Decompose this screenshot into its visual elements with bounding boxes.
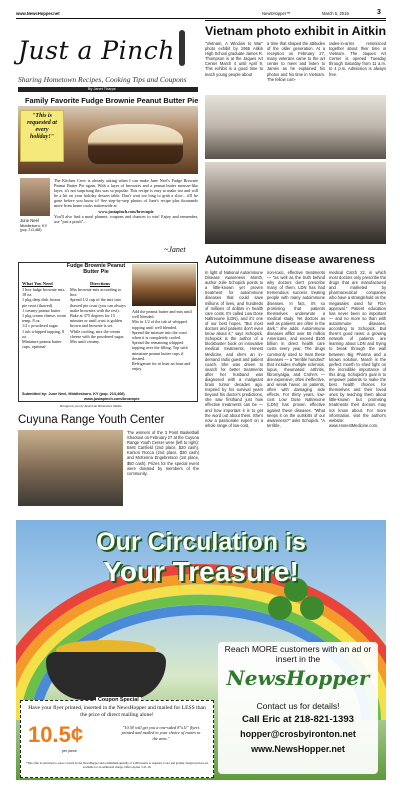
pinch-icons [170, 30, 195, 72]
recipe-photo [132, 264, 196, 306]
autoimmune-col2: non-toxic, effective treatments — "as well as the truth behind why doctors don't prescribe many of them. LDN has had tremendous success treating people with many autoimmune diseases. In fact, it's so promising that patients themselves underwrote a medical study. Yet doctors as well as patients are often in the dark," she adds. Autoimmune diseases afflict over 50 million Americans, and exceed $100 billion in direct health care costs every year. The drugs commonly used to treat these diseases — a "terrible hundred" that includes multiple sclerosis, lupus, rheumatoid arthritis, fibromyalgia, and Crohn's — are expensive, often ineffective, and wreak havoc on patients, often with damaging side effects. For thirty years, low-cost Low Dose Naltrexone (LDN) has proven effective against these diseases. "What keeps it on the outskirts of our awareness?" asks Schopick. "A terrible, [267, 270, 325, 428]
ingredient: 1 pkg deep dish frozen pie crust (thawed) [22, 297, 61, 308]
ingredient: 1 tub whipped topping, 8 oz. [22, 328, 64, 339]
pinch-intro [54, 178, 198, 224]
spoon-icon [179, 30, 185, 66]
recipe-title: Fudge Brownie Peanut Butter Pie [66, 263, 126, 275]
vietnam-headline: Vietnam photo exhibit in Aitkin [205, 24, 387, 38]
direction-step: Add the peanut butter and mix until well blended. [132, 309, 192, 320]
header-website: www.NewsHopper.net [16, 11, 60, 16]
request-note-text: "This is requested at every holiday!" [27, 113, 57, 140]
pinch-outro: You'll also find a meal planner, coupons and chances to win! Enjoy and remember, use "just a pinch"... [54, 213, 198, 224]
direction-step: Spread the remaining whipped topping over the filling. Top with miniature peanut butter cups if desired. [132, 340, 188, 361]
vietnam-top-rule [205, 20, 386, 21]
direction-step: Mix in 1/2 of the tub of whipped topping until well blended. [132, 319, 187, 330]
pinch-tagline: Sharing Hometown Recipes, Cooking Tips and Coupons [18, 75, 187, 84]
vietnam-photo-bottom [205, 162, 386, 244]
cuyuna-body: The winners of the 3 Point Basketball Shootout on February 27 at the Cuyuna Range Youth Center were (left to right): Brett Canfield (2nd place, $20 cash), Karson Rocca (2nd place, $30 cash) and McKenna Engebretson (1st place, $50 cash). Prizes for the special event were donated by members of the community. [127, 430, 199, 476]
autoimmune-col1: In light of National Autoimmune Disease Awareness Month, author Julie Schopick points to a little-known yet proven treatment for autoimmune diseases that could save millions of lives, and hundreds of millions of dollars in health care costs. It's called Low Dose Naltrexone (LDN), and it's one of our best hopes. "But most doctors and patients don't even know about it," says Schopick. Schopick is the author of a blockbuster book on innovative medical treatments, Honest Medicine, and she's an in-demand radio guest and patient coach. She was driven to search for better treatments after her husband was diagnosed with a malignant brain tumor decades ago. Inspired by his survival years beyond his doctor's predictions, she saw firsthand just how effective treatments can be — and how important it is to get the word out about them. She's now a passionate expert on a whole range of low-cost, [205, 270, 263, 428]
cook-ref: (pop. 213,468) [20, 228, 42, 232]
directions-header: Directions [90, 281, 111, 286]
ingredients-list [22, 287, 66, 349]
header-rule [16, 18, 386, 19]
pinch-signature: ~Janet [164, 245, 186, 254]
header-paper-name: NewsHopper™ [262, 11, 291, 16]
pinch-title: Just a Pinch [18, 36, 175, 65]
page-number: 3 [377, 9, 381, 16]
needed-header: What You Need [22, 281, 53, 286]
vietnam-col1: "Vietnam, A Window to War" photo exhibit by 1965 Aitkin High School graduate James R. Thompson is at the Jaques Art Center March 4 until April 9. This exhibit is a good time to teach young people about [205, 41, 263, 77]
ad-contact-text: Contact us for details! [256, 701, 340, 711]
request-note [20, 110, 64, 162]
circulation-line2: Your Treasure! [103, 556, 299, 587]
autoimmune-headline: Autoimmune disease awareness [205, 254, 375, 266]
direction-step: While cooling, mix the cream cheese with the powdered sugar. Mix until creamy. [70, 328, 125, 345]
cook-location: Middleboro, KY [20, 223, 48, 228]
coupon-text: Have your flyer printed, inserted in the NewsHopper and mailed for LESS than the price of direct mailing alone! [28, 705, 206, 718]
ingredient: 1 box fudge brownie mix, 18 oz. [22, 287, 66, 298]
ad-phone[interactable]: Call Eric at 218-821-1393 [241, 714, 354, 725]
pot-of-gold-icon [46, 640, 166, 700]
recipe-submitted: Submitted by: June Neel, Middlesboro, KY (pop. 213,468) [22, 392, 125, 396]
direction-step: Mix brownie mix according to box. [70, 287, 122, 298]
coupon-fine-print: *This offer is restricted to areas covered by the NewsHopper and a minimum quantity of 2,000 inserts is required. Color and graphic design services are available for an additional charge. Offer expires 3-31-16. [25, 761, 209, 769]
cook-avatar [20, 178, 50, 216]
directions-col-a [70, 287, 128, 344]
coupon-quote: "10.5¢ will get you a one-sided 8"x11" flyers printed and mailed to your choice of routes in the area." [121, 725, 201, 741]
direction-step: Refrigerate for at least an hour and enjoy. [132, 361, 191, 372]
pinch-byline: By Janet Tharpe [88, 87, 116, 91]
coupon-label: Coupon Special [98, 697, 139, 703]
circulation-line1: Our Circulation is [96, 528, 306, 556]
autoimmune-col3: medical Catch 22, in which most doctors only prescribe the drugs that are manufactured and marketed by pharmaceutical companies who have a stranglehold on the megasales used for FDA approval." Patient education has never been so important — and no more so than with autoimmune diseases, according to Schopick. But there's good news: a growing network of patients are learning about LDN and trying to break through the wall between Big Pharma and a known solution. March is the perfect month to shed light on the incredible importance of this drug. Schopick's goal is to empower patients to make the best health choices for themselves and their loved ones by teaching them about little-known but promising treatments their doctors may not know about. For more information, visit the author's website: www.HonestMedicine.com. [329, 270, 386, 428]
newshopper-logo: NewsHopper [226, 666, 370, 690]
cook-name: June Neel [20, 218, 39, 223]
cuyuna-headline: Cuyuna Range Youth Center [18, 414, 165, 426]
header-date: March 5, 2016 [322, 11, 349, 16]
vietnam-photo-top [205, 95, 386, 159]
directions-col-b [132, 309, 196, 371]
vietnam-col3: rades-in-arms reminisced together about their time in Vietnam. The Jaques Art Center is opened Tuesday through Saturday from 11 a.m. to 4 p.m. Admission is always free. [329, 41, 386, 77]
vietnam-col2: a time that shaped the attitudes of the older generation. At a reception on February 27, many veterans came to the art center to meet and listen to James as he explained his photos and his time in Vietnam. The fellow com- [267, 41, 325, 82]
direction-step: Bake at 375 degrees for 15 minutes or until crust is golden brown and brownie is set. [70, 313, 122, 329]
ingredient: 1/2 c powdered sugar [22, 323, 58, 329]
ingredient: 1 creamy peanut butter [22, 307, 61, 313]
coupon-price-note: per piece [62, 749, 77, 753]
recipe-headline: Family Favorite Fudge Brownie Peanut Butter Pie [25, 96, 199, 105]
ad-email[interactable]: hopper@crosbyironton.net [240, 729, 356, 739]
cuyuna-photo [18, 430, 123, 506]
pinch-url[interactable]: www.justapinch.com/brownpie [98, 208, 154, 214]
direction-step: Spread the mixture into the crust when it is completely cooled. [132, 329, 187, 341]
pinch-intro-more: See step-by-step photos of June's recipe plus thousands more from home cooks nationwide at [54, 198, 199, 209]
ad-website[interactable]: www.NewsHopper.net [251, 744, 345, 754]
recipe-submitted-url[interactable]: www.justapinch.com/brownpie [84, 397, 140, 401]
ingredient: Miniature peanut butter cups, optional [22, 339, 62, 350]
direction-step: Spread 1/2 cup of the mix into thawed pie crust (you can always make brownies with the rest). [70, 297, 126, 313]
ad-reach-text: Reach MORE customers with an ad or insert in the [224, 644, 372, 664]
pinch-intro-text: The Kitchen Crew is already asking when I can make June Neel's Fudge Brownie Peanut Butter Pie again. With a layer of brownies and a peanut butter mousse-like layer, it's not surprising this was so popular. This recipe is easy to make too and will be a hit on your holiday dessert table. Don't wait too long to grab a slice... it'll be gone before you know it! [54, 178, 198, 204]
pinch-credit: Brought to you by American Hometown Media [60, 404, 122, 408]
ingredient: 1 pkg cream cheese, room temp, 8 oz. [22, 313, 66, 324]
coupon-price: 10.5¢ [28, 722, 84, 747]
